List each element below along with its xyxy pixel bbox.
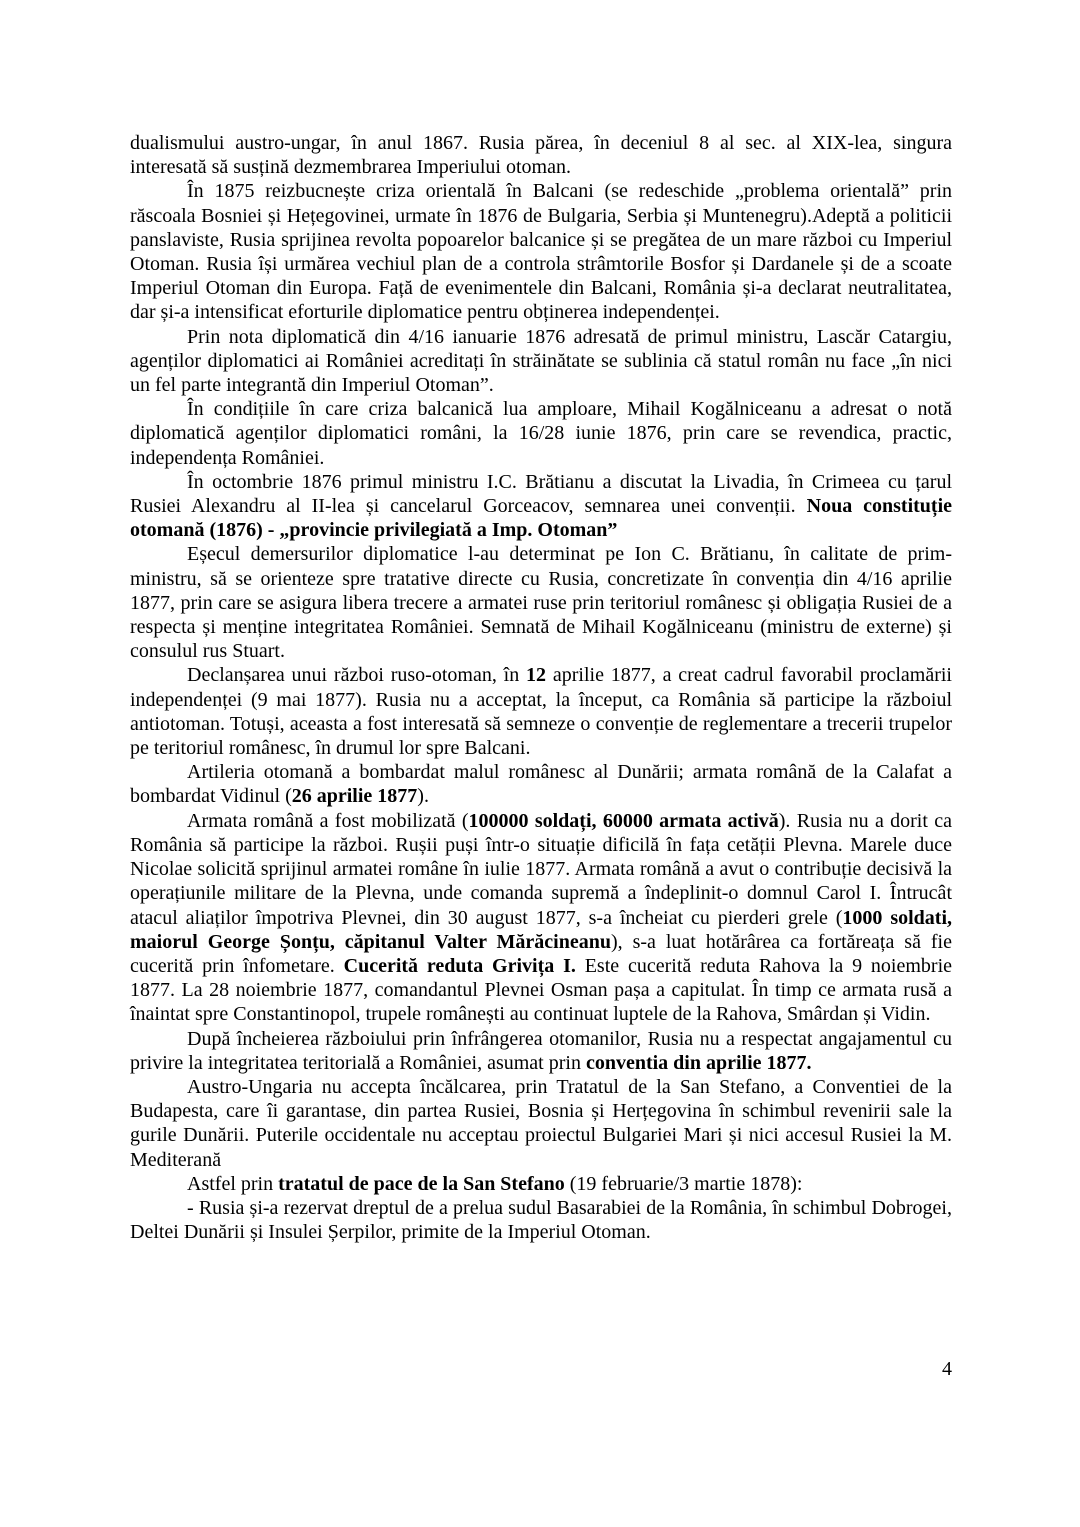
text-run: Prin nota diplomatică din 4/16 ianuarie 1876 adresată de primul ministru, Lascăr Catargiu, agenților diplomatici ai României acreditați în străinătate se sublinia că statul român nu face „în nici un fel parte integrantă din Imperiul Otoman”. — [130, 325, 952, 397]
paragraph — [130, 397, 952, 470]
text-run: În condițiile în care criza balcanică lua amploare, Mihail Kogălniceanu a adresat o notă diplomatică agenților diplomatici români, la 16/28 iunie 1876, prin care se revendica, practic, independența României. — [130, 398, 952, 469]
text-run: ). — [417, 785, 429, 808]
text-run: ), s-a luat hotărârea ca fortăreața să fie cucerită prin înfometare. — [130, 930, 952, 977]
paragraph — [130, 1027, 952, 1075]
paragraph — [130, 1075, 952, 1172]
bold-text-run: 12 — [526, 664, 547, 687]
paragraph — [130, 131, 952, 179]
paragraph — [130, 1196, 952, 1244]
text-run: Este cucerită reduta Rahova la 9 noiembrie 1877. La 28 noiembrie 1877, comandantul Plevnei Osman pașa a capitulat. În timp ce armata rusă a înaintat spre Constantinopol, trupele românești au continuat luptele de la Rahova, Smârdan și Vidin. — [130, 954, 953, 1026]
text-run: Austro-Ungaria nu accepta încălcarea, prin Tratatul de la San Stefano, a Conventiei de la Budapesta, care îi garantase, din partea Rusiei, Bosnia și Herțegovina în schimbul revenirii sale la gurile Dunării. Puterile occidentale nu acceptau proiectul Bulgariei Mari și nici accesul Rusiei la M. Mediterană — [130, 1075, 952, 1171]
paragraph — [130, 1172, 952, 1196]
text-run: Artileria otomană a bombardat malul românesc al Dunării; armata română de la Calafat a bombardat Vidinul ( — [130, 761, 952, 808]
text-run: aprilie 1877, a creat cadrul favorabil proclamării independenței (9 mai 1877). Rusia nu a acceptat, la început, ca România să participe la războiul antiotoman. Totuși, aceasta a fost interesată să semneze o convenție de reglementare a trecerii trupelor pe teritoriul românesc, în drumul lor spre Balcani. — [130, 664, 952, 760]
text-run: Astfel prin — [187, 1172, 279, 1195]
text-run: Armata română a fost mobilizată ( — [187, 809, 469, 832]
text-run: dualismului austro-ungar, în anul 1867. Rusia părea, în deceniul 8 al sec. al XIX-lea, singura interesată să susțină dezmembrarea Imperiului otoman. — [130, 132, 952, 179]
page-number: 4 — [942, 1358, 952, 1380]
text-run: Declanșarea unui război ruso-otoman, în — [187, 664, 527, 687]
text-run: După încheierea războiului prin înfrângerea otomanilor, Rusia nu a respectat angajamentul cu privire la integritatea teritorială a României, asumat prin — [130, 1027, 952, 1074]
paragraph — [130, 809, 952, 1027]
paragraph — [130, 760, 952, 808]
bold-text-run: 1000 soldati, maiorul George Șonțu, căpitanul Valter Mărăcineanu — [130, 906, 952, 953]
text-run: În octombrie 1876 primul ministru I.C. Brătianu a discutat la Livadia, în Crimeea cu țarul Rusiei Alexandru al II-lea și cancelarul Gorceacov, semnarea unei convenții. — [130, 470, 952, 518]
text-run: (19 februarie/3 martie 1878): — [564, 1172, 803, 1195]
paragraph — [130, 325, 952, 398]
text-run: În 1875 reizbucnește criza orientală în Balcani (se redeschide „problema orientală” prin răscoala Bosniei și Hețegovinei, urmate în 1876 de Bulgaria, Serbia și Muntenegru).Adeptă a politicii panslaviste, Rusia sprijinea revolta popoarelor balcanice și se pregătea de un mare război cu Imperiul Otoman. Rusia își urmărea vechiul plan de a controla strâmtorile Bosfor și Dardanele și de a scoate Imperiul Otoman din Europa. Față de evenimentele din Balcani, România și-a declarat neutralitatea, dar și-a intensificat eforturile diplomatice pentru obținerea independenței. — [130, 180, 952, 324]
paragraph — [130, 542, 952, 663]
document-body — [130, 131, 952, 1244]
bold-text-run: conventia din aprilie 1877. — [585, 1051, 812, 1074]
bold-text-run: Noua constituție otomană (1876) - „provincie privilegiată a Imp. Otoman” — [130, 495, 952, 542]
text-run: Eșecul demersurilor diplomatice l-au determinat pe Ion C. Brătianu, în calitate de prim-ministru, să se orienteze spre tratative directe cu Rusia, concretizate în convenția din 4/16 aprilie 1877, prin care se asigura libera trecere a armatei ruse prin teritoriul românesc și obligația Rusiei de a respecta și menține integritatea României. Semnată de Mihail Kogălniceanu (ministru de externe) și consulul rus Stuart. — [130, 543, 952, 663]
text-run: ). Rusia nu a dorit ca România să participe la război. Rușii puși într-o situație dificilă în fața cetății Plevna. Marele duce Nicolae solicită sprijinul armatei române în iulie 1877. Armata română a avut o contribuție decisivă la operațiunile militare de la Plevna, unde comanda supremă a îndeplinit-o domnul Carol I. Întrucât atacul aliaților împotriva Plevnei, din 30 august 1877, s-a încheiat cu pierderi grele ( — [130, 809, 952, 929]
paragraph — [130, 470, 952, 543]
paragraph — [130, 663, 952, 760]
bold-text-run: tratatul de pace de la San Stefano — [278, 1172, 565, 1195]
text-run: - Rusia și-a rezervat dreptul de a prelua sudul Basarabiei de la România, în schimbul Dobrogei, Deltei Dunării și Insulei Șerpilor, primite de la Imperiul Otoman. — [130, 1196, 952, 1244]
bold-text-run: 26 aprilie 1877 — [291, 785, 418, 808]
bold-text-run: Cucerită reduta Grivița I. — [343, 954, 576, 977]
bold-text-run: 100000 soldați, 60000 armata activă — [468, 809, 779, 832]
paragraph — [130, 179, 952, 324]
